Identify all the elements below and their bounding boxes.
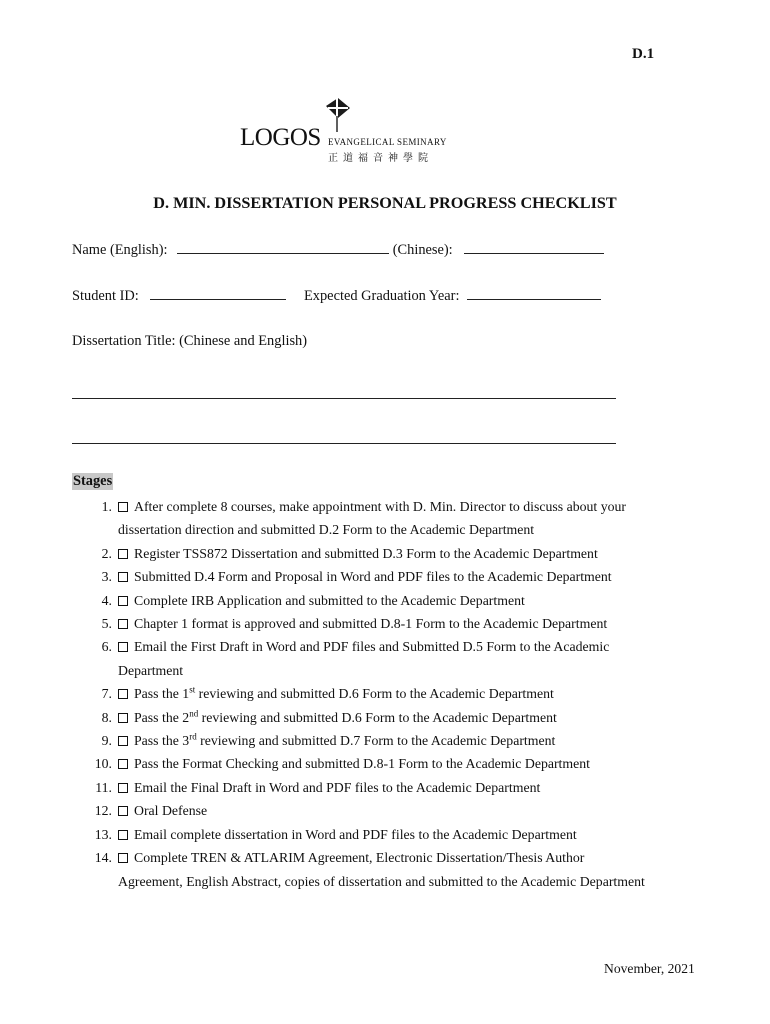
stage-item: 5. Chapter 1 format is approved and submitted D.8-1 Form to the Academic Department	[101, 616, 608, 632]
logo-chinese-name: 正道福音神學院	[328, 153, 433, 164]
stages-heading: Stages	[73, 473, 113, 489]
logo-english-name: EVANGELICAL SEMINARY	[328, 137, 447, 147]
form-code: D.1	[632, 46, 655, 62]
checkbox[interactable]	[118, 689, 128, 699]
checkbox[interactable]	[118, 736, 128, 746]
stage-item: 6. Email the First Draft in Word and PDF files and Submitted D.5 Form to the Academic Department	[101, 639, 610, 678]
revision-date: November, 2021	[604, 961, 695, 976]
checkbox[interactable]	[118, 549, 128, 559]
student-id-field[interactable]	[150, 286, 286, 300]
stage-item: 9. Pass the 3rd reviewing and submitted D.7 Form to the Academic Department	[101, 731, 556, 749]
dissertation-title-label: Dissertation Title: (Chinese and English)	[72, 333, 308, 349]
graduation-year-field[interactable]	[467, 286, 601, 300]
stage-item: 4. Complete IRB Application and submitted to the Academic Department	[101, 592, 525, 608]
name-chinese-field[interactable]	[464, 240, 604, 254]
stage-item: 14. Complete TREN & ATLARIM Agreement, Electronic Dissertation/Thesis Author Agreement, English Abstract, copies of dissertation and submitted to the Academic Department	[94, 850, 645, 889]
checkbox[interactable]	[118, 783, 128, 793]
stage-item: 2. Register TSS872 Dissertation and submitted D.3 Form to the Academic Department	[101, 545, 598, 561]
name-english-label: Name (English):	[72, 242, 168, 258]
logo-wordmark: LOGOS	[240, 124, 321, 151]
stage-item: 13. Email complete dissertation in Word and PDF files to the Academic Department	[94, 826, 577, 842]
name-english-field[interactable]	[177, 240, 389, 254]
checkbox[interactable]	[118, 853, 128, 863]
checkbox[interactable]	[118, 806, 128, 816]
stage-item: 3. Submitted D.4 Form and Proposal in Word and PDF files to the Academic Department	[101, 569, 612, 585]
student-id-row	[72, 286, 286, 305]
checkbox[interactable]	[118, 502, 128, 512]
stage-item: 10. Pass the Format Checking and submitted D.8-1 Form to the Academic Department	[94, 756, 590, 772]
stages-checklist	[72, 495, 712, 893]
graduation-year-row	[304, 286, 601, 305]
stage-item: 12. Oral Defense	[94, 803, 208, 819]
checkbox[interactable]	[118, 619, 128, 629]
checkbox[interactable]	[118, 572, 128, 582]
page-title: D. MIN. DISSERTATION PERSONAL PROGRESS CHECKLIST	[153, 194, 617, 212]
checkbox[interactable]	[118, 759, 128, 769]
stage-item: 8. Pass the 2nd reviewing and submitted D.6 Form to the Academic Department	[101, 708, 557, 725]
name-chinese-label: (Chinese):	[392, 242, 453, 258]
dissertation-title-line-2[interactable]	[72, 443, 616, 444]
stage-item: 11. Email the Final Draft in Word and PDF files to the Academic Department	[95, 779, 541, 795]
graduation-year-label: Expected Graduation Year:	[304, 288, 460, 304]
student-id-label: Student ID:	[72, 288, 139, 304]
checkbox[interactable]	[118, 713, 128, 723]
seminary-logo	[236, 96, 466, 168]
stage-item: 1. After complete 8 courses, make appointment with D. Min. Director to discuss about your dissertation direction and submitted D.2 Form to the Academic Department	[101, 499, 626, 538]
checkbox[interactable]	[118, 596, 128, 606]
dissertation-title-line-1[interactable]	[72, 398, 616, 399]
logos-emblem-icon	[322, 96, 352, 134]
checkbox[interactable]	[118, 642, 128, 652]
stage-item: 7. Pass the 1st reviewing and submitted D.6 Form to the Academic Department	[101, 684, 554, 702]
checkbox[interactable]	[118, 830, 128, 840]
name-row	[72, 240, 604, 259]
